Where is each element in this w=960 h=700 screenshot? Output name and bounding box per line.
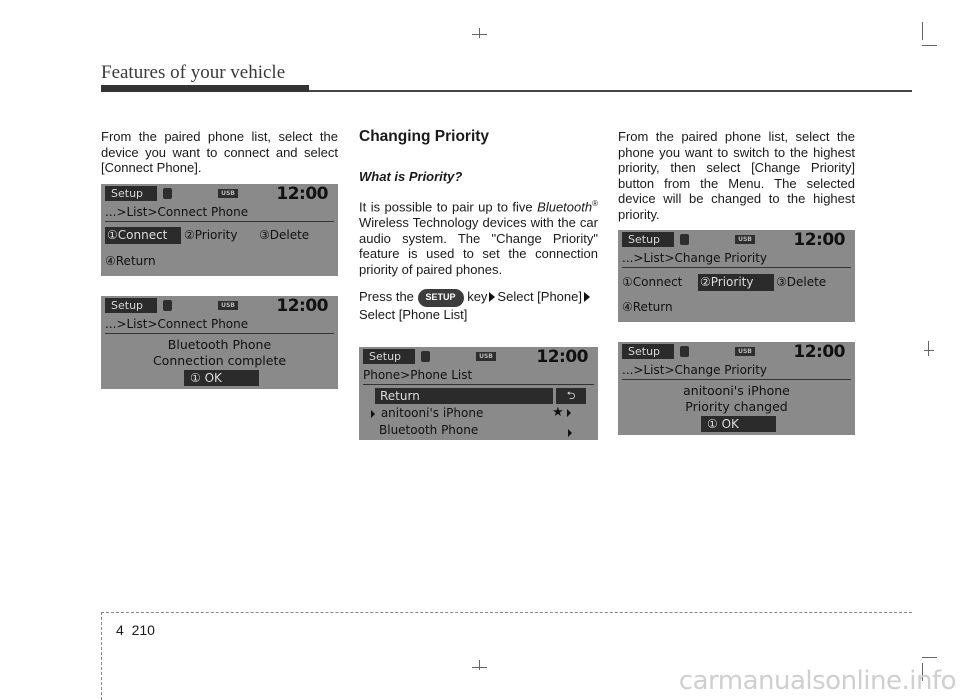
phone-list-item[interactable] bbox=[379, 423, 478, 437]
column-left bbox=[101, 129, 338, 188]
chapter-number: 4 bbox=[116, 622, 124, 638]
usb-icon: USB bbox=[476, 352, 496, 361]
clock: 12:00 bbox=[276, 296, 328, 316]
setup-key-icon: SETUP bbox=[418, 289, 464, 307]
ok-button[interactable]: ① OK bbox=[184, 370, 259, 386]
chevron-right-icon bbox=[566, 425, 574, 439]
clock: 12:00 bbox=[793, 342, 845, 362]
menu-return[interactable]: ④Return bbox=[105, 254, 156, 268]
crop-mark bbox=[479, 660, 480, 670]
bluetooth-icon bbox=[163, 188, 172, 199]
section-heading: Changing Priority bbox=[359, 128, 490, 145]
menu-delete[interactable]: ③Delete bbox=[776, 275, 827, 289]
usb-icon: USB bbox=[218, 301, 238, 310]
text-run: It is possible to pair up to five bbox=[359, 199, 533, 215]
screen-change-priority-menu bbox=[618, 230, 855, 322]
crop-mark bbox=[928, 341, 929, 356]
screen-phone-list bbox=[359, 347, 598, 440]
paragraph bbox=[359, 196, 598, 277]
arrow-right-icon bbox=[568, 429, 572, 437]
paragraph: From the paired phone list, select the phone you want to switch to the highest priority, then select [Change Priority] button from the Menu. The selected device will be changed to the highest priority. bbox=[618, 129, 855, 222]
device-name: anitooni's iPhone bbox=[683, 383, 790, 398]
setup-tag: Setup bbox=[105, 186, 157, 201]
clock: 12:00 bbox=[276, 184, 328, 204]
screen-priority-changed bbox=[618, 342, 855, 435]
paragraph: From the paired phone list, select the device you want to connect and select [Connect Phone]. bbox=[101, 129, 338, 176]
screen-connect-menu bbox=[101, 184, 338, 276]
screen-connection-complete bbox=[101, 296, 338, 389]
breadcrumb: Phone>Phone List bbox=[363, 368, 473, 382]
text-run: Wireless Technology devices with the car audio system. The "Change Priority" feature is used to set the connection priority of paired phones. bbox=[359, 215, 598, 277]
divider bbox=[622, 379, 851, 380]
setup-tag: Setup bbox=[622, 344, 674, 359]
status-message: Priority changed bbox=[685, 399, 788, 414]
clock: 12:00 bbox=[536, 347, 588, 367]
crop-mark bbox=[922, 45, 937, 46]
clock: 12:00 bbox=[793, 230, 845, 250]
return-item[interactable]: Return bbox=[375, 388, 553, 404]
text-run: key bbox=[467, 289, 488, 305]
setup-tag: Setup bbox=[622, 232, 674, 247]
bluetooth-icon bbox=[680, 234, 689, 245]
column-middle bbox=[359, 129, 598, 335]
divider bbox=[622, 267, 851, 268]
arrow-right-icon bbox=[584, 292, 590, 302]
arrow-right-icon bbox=[371, 410, 375, 418]
footer-rule bbox=[101, 612, 912, 613]
menu-delete[interactable]: ③Delete bbox=[259, 228, 310, 242]
bluetooth-icon bbox=[421, 351, 430, 362]
usb-icon: USB bbox=[735, 347, 755, 356]
arrow-right-icon bbox=[567, 409, 571, 417]
setup-tag: Setup bbox=[105, 298, 157, 313]
arrow-right-icon bbox=[489, 292, 495, 302]
crop-mark bbox=[922, 657, 937, 658]
device-name: Bluetooth Phone bbox=[167, 337, 272, 352]
page-number-value: 210 bbox=[131, 622, 155, 638]
column-right bbox=[618, 129, 855, 235]
bluetooth-icon bbox=[163, 300, 172, 311]
ok-button[interactable]: ① OK bbox=[701, 416, 776, 432]
breadcrumb: ...>List>Change Priority bbox=[622, 251, 767, 265]
back-icon[interactable]: ⮌ bbox=[556, 388, 586, 404]
divider bbox=[105, 221, 334, 222]
setup-tag: Setup bbox=[363, 349, 415, 364]
usb-icon: USB bbox=[735, 235, 755, 244]
instruction bbox=[359, 289, 598, 322]
phone-name: anitooni's iPhone bbox=[380, 406, 484, 420]
menu-return[interactable]: ④Return bbox=[622, 300, 673, 314]
menu-connect[interactable]: ①Connect bbox=[622, 275, 683, 289]
page-header-title: Features of your vehicle bbox=[101, 62, 286, 83]
divider bbox=[363, 384, 594, 385]
menu-priority[interactable]: ②Priority bbox=[184, 228, 238, 242]
crop-mark bbox=[472, 667, 487, 668]
breadcrumb: ...>List>Connect Phone bbox=[105, 205, 249, 219]
text-run: Press the bbox=[359, 289, 414, 305]
crop-mark bbox=[922, 22, 923, 40]
phone-list-item[interactable] bbox=[369, 406, 483, 420]
crop-mark bbox=[479, 28, 480, 38]
footer-vertical-rule bbox=[101, 612, 102, 700]
watermark: carmanualsonline.info bbox=[678, 666, 956, 696]
star-icon: ★ bbox=[552, 405, 573, 420]
step-text: Select [Phone] bbox=[497, 289, 582, 305]
registered-mark: ® bbox=[592, 199, 598, 209]
brand-text: Bluetooth bbox=[537, 199, 593, 215]
page-number bbox=[116, 622, 155, 638]
phone-name: Bluetooth Phone bbox=[379, 423, 479, 437]
crop-mark bbox=[924, 350, 934, 351]
divider bbox=[105, 333, 334, 334]
crop-mark bbox=[472, 34, 487, 35]
breadcrumb: ...>List>Change Priority bbox=[622, 363, 767, 377]
usb-icon: USB bbox=[218, 189, 238, 198]
step-text: Select [Phone List] bbox=[359, 307, 468, 323]
menu-connect[interactable]: ①Connect bbox=[105, 227, 181, 244]
breadcrumb: ...>List>Connect Phone bbox=[105, 317, 249, 331]
status-message: Connection complete bbox=[152, 353, 287, 368]
menu-priority[interactable]: ②Priority bbox=[698, 274, 774, 291]
bluetooth-icon bbox=[680, 346, 689, 357]
sub-heading: What is Priority? bbox=[359, 168, 463, 184]
header-bar bbox=[101, 85, 309, 92]
